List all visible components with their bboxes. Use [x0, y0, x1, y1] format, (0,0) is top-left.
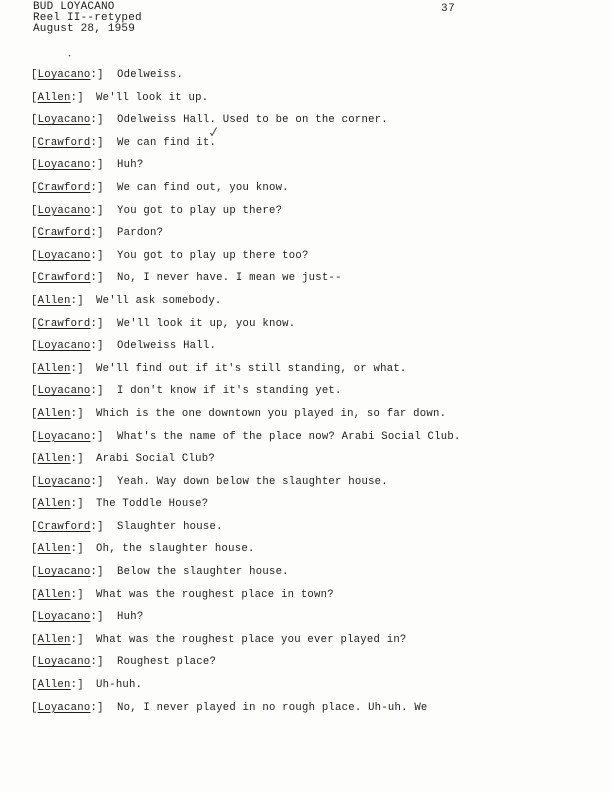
speech-text: Odelweiss Hall.: [117, 340, 217, 353]
speaker-name: Loyacano: [37, 385, 91, 398]
speaker-name: Loyacano: [37, 475, 91, 488]
speaker-name: Allen: [37, 498, 71, 511]
header-reel: Reel II--retyped: [33, 12, 142, 24]
transcript-line: [31, 674, 591, 697]
transcript-line: [31, 516, 591, 539]
speech-text: Below the slaughter house.: [117, 566, 289, 579]
speaker-label: [Loyacano:]: [31, 430, 104, 443]
speaker-name: Loyacano: [37, 701, 91, 714]
speech-text: You got to play up there too?: [117, 249, 309, 262]
transcript-line: [31, 403, 591, 426]
speaker-name: Allen: [37, 633, 71, 646]
speaker-label: [Loyacano:]: [31, 611, 104, 624]
speaker-name: Crawford: [37, 181, 91, 194]
transcript-line: [31, 471, 591, 494]
speaker-name: Crawford: [37, 317, 91, 330]
speech-text: I don't know if it's standing yet.: [117, 385, 342, 398]
speech-text: Roughest place?: [117, 656, 217, 669]
speaker-label: [Crawford:]: [31, 272, 104, 285]
transcript-line: [31, 561, 591, 584]
speaker-name: Loyacano: [37, 656, 91, 669]
speech-text: Oh, the slaughter house.: [96, 543, 255, 556]
header-date: August 28, 1959: [33, 23, 136, 35]
speaker-label: [Loyacano:]: [31, 566, 104, 579]
speaker-label: [Allen:]: [31, 91, 84, 104]
speech-text: Odelweiss Hall. Used to be on the corner.: [117, 114, 388, 127]
speech-text: What was the roughest place you ever played in?: [96, 633, 407, 646]
transcript-line: [31, 629, 591, 652]
speaker-name: Allen: [37, 453, 71, 466]
transcript-line: [31, 313, 591, 336]
speech-text: We can find it.: [117, 136, 217, 149]
speech-text: Huh?: [117, 611, 144, 624]
speech-text: No, I never played in no rough place. Uh-uh. We: [117, 701, 428, 714]
speaker-label: [Allen:]: [31, 294, 84, 307]
transcript-line: [31, 64, 591, 87]
speech-text: We'll ask somebody.: [96, 294, 222, 307]
transcript-line: [31, 426, 591, 449]
speaker-label: [Allen:]: [31, 362, 84, 375]
transcript-line: [31, 132, 591, 155]
speech-text: Slaughter house.: [117, 520, 223, 533]
speaker-name: Loyacano: [37, 430, 91, 443]
transcript-line: [31, 154, 591, 177]
transcript-line: [31, 109, 591, 132]
speaker-name: Loyacano: [37, 611, 91, 624]
speaker-label: [Allen:]: [31, 633, 84, 646]
transcript-line: [31, 200, 591, 223]
speech-text: Odelweiss.: [117, 69, 184, 81]
speaker-label: [Loyacano:]: [31, 114, 104, 127]
transcript-line: [31, 493, 591, 516]
speaker-name: Loyacano: [37, 340, 91, 353]
speech-text: Pardon?: [117, 227, 164, 240]
transcript-body: [31, 64, 591, 719]
speech-text: Arabi Social Club?: [96, 453, 215, 466]
speaker-label: [Allen:]: [31, 588, 84, 601]
transcript-line: [31, 651, 591, 674]
speaker-label: [Allen:]: [31, 407, 84, 420]
speaker-label: [Loyacano:]: [31, 69, 104, 81]
transcript-line: [31, 87, 591, 110]
speaker-label: [Allen:]: [31, 679, 84, 692]
speech-text: Huh?: [117, 159, 144, 172]
speaker-label: [Loyacano:]: [31, 249, 104, 262]
speaker-label: [Allen:]: [31, 498, 84, 511]
speaker-name: Loyacano: [37, 204, 91, 217]
speech-text: The Toddle House?: [96, 498, 209, 511]
transcript-line: [31, 538, 591, 561]
speech-text: We can find out, you know.: [117, 181, 289, 194]
speech-text: What's the name of the place now? Arabi Social Club.: [117, 430, 461, 443]
transcript-line: [31, 606, 591, 629]
speaker-name: Loyacano: [37, 114, 91, 127]
speaker-name: Crawford: [37, 272, 91, 285]
speaker-name: Allen: [37, 679, 71, 692]
speaker-label: [Crawford:]: [31, 227, 104, 240]
page-header: [33, 2, 142, 35]
transcript-line: [31, 290, 591, 313]
speaker-label: [Allen:]: [31, 543, 84, 556]
speaker-name: Crawford: [37, 136, 91, 149]
speech-text: We'll look it up, you know.: [117, 317, 296, 330]
speaker-name: Crawford: [37, 227, 91, 240]
transcript-line: [31, 448, 591, 471]
speaker-label: [Allen:]: [31, 453, 84, 466]
speaker-label: [Loyacano:]: [31, 340, 104, 353]
speech-text: Which is the one downtown you played in, so far down.: [96, 407, 447, 420]
speaker-name: Allen: [37, 543, 71, 556]
transcript-line: [31, 335, 591, 358]
speaker-name: Allen: [37, 294, 71, 307]
speech-text: What was the roughest place in town?: [96, 588, 334, 601]
page-number: 37: [441, 3, 456, 15]
speech-text: You got to play up there?: [117, 204, 283, 217]
speaker-label: [Loyacano:]: [31, 385, 104, 398]
transcript-line: [31, 267, 591, 290]
speaker-name: Loyacano: [37, 249, 91, 262]
transcript-line: [31, 358, 591, 381]
transcript-line: [31, 245, 591, 268]
speaker-name: Allen: [37, 588, 71, 601]
speaker-name: Loyacano: [37, 69, 91, 81]
speaker-label: [Loyacano:]: [31, 159, 104, 172]
speech-text: We'll look it up.: [96, 91, 209, 104]
speaker-label: [Crawford:]: [31, 136, 104, 149]
speaker-label: [Crawford:]: [31, 520, 104, 533]
pencil-mark-icon: [68, 54, 71, 57]
speaker-label: [Crawford:]: [31, 181, 104, 194]
transcript-line: [31, 177, 591, 200]
speaker-label: [Loyacano:]: [31, 475, 104, 488]
speech-text: We'll find out if it's still standing, or what.: [96, 362, 407, 375]
speaker-label: [Loyacano:]: [31, 656, 104, 669]
transcript-line: [31, 584, 591, 607]
speaker-label: [Loyacano:]: [31, 204, 104, 217]
speaker-name: Crawford: [37, 520, 91, 533]
speaker-name: Allen: [37, 362, 71, 375]
speaker-label: [Loyacano:]: [31, 701, 104, 714]
transcript-line: [31, 222, 591, 245]
speaker-name: Loyacano: [37, 566, 91, 579]
transcript-line: [31, 697, 591, 720]
speech-text: Uh-huh.: [96, 679, 143, 692]
speaker-name: Allen: [37, 407, 71, 420]
speech-text: No, I never have. I mean we just--: [117, 272, 342, 285]
speech-text: Yeah. Way down below the slaughter house.: [117, 475, 388, 488]
speaker-name: Allen: [37, 91, 71, 104]
speaker-label: [Crawford:]: [31, 317, 104, 330]
speaker-name: Loyacano: [37, 159, 91, 172]
transcript-line: [31, 380, 591, 403]
header-title: BUD LOYACANO: [33, 1, 115, 13]
